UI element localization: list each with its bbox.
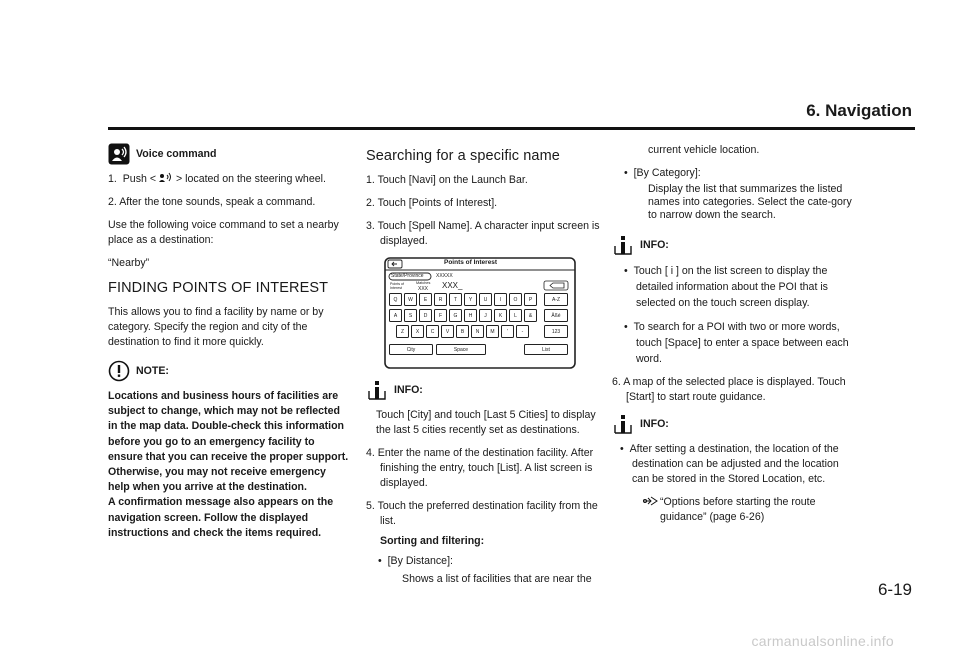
note-body: Locations and business hours of facilities are subject to change, which may not be reflected in the map data. Double-check this information before you go to an emergency facility to ensure that you can receive the proper support. Otherwise, you may not receive emergency help when you arrive at the destination. A confirmation message also appears on the navigation screen. Follow the displayed instructions and check the items required. <box>108 390 349 539</box>
info-title: INFO: <box>394 383 423 396</box>
info-icon <box>612 413 634 435</box>
caution-icon <box>108 360 130 382</box>
key-X[interactable]: X <box>411 325 424 338</box>
key-side-1[interactable]: Äßé <box>544 309 568 322</box>
note-title: NOTE: <box>136 364 169 377</box>
key-Q[interactable]: Q <box>389 293 402 306</box>
key-K[interactable]: K <box>494 309 507 322</box>
voice-step-2: 2. After the tone sounds, speak a command. <box>108 196 316 208</box>
key-U[interactable]: U <box>479 293 492 306</box>
key-I[interactable]: I <box>494 293 507 306</box>
key-H[interactable]: H <box>464 309 477 322</box>
by-distance-item: • [By Distance]: <box>378 555 453 567</box>
reference-pointer-icon <box>642 495 660 507</box>
search-name-heading: Searching for a specific name <box>366 148 560 164</box>
key-O[interactable]: O <box>509 293 522 306</box>
matches-label: Matches <box>416 281 431 285</box>
key-hyphen[interactable]: - <box>516 325 529 338</box>
info1-bullet-1: • Touch [ i ] on the list screen to display the detailed information about the POI that is selected on the touch screen display. <box>624 265 828 309</box>
search-step-3: 3. Touch [Spell Name]. A character input screen is displayed. <box>366 220 600 247</box>
info1-heading <box>612 234 854 256</box>
column-left <box>108 143 350 541</box>
key-G[interactable]: G <box>449 309 462 322</box>
points-label: Points of Interest <box>390 282 404 290</box>
key-M[interactable]: M <box>486 325 499 338</box>
key-E[interactable]: E <box>419 293 432 306</box>
state-value: XXXXX <box>436 273 453 279</box>
info1-title: INFO: <box>640 238 669 251</box>
search-step-1: 1. Touch [Navi] on the Launch Bar. <box>366 174 528 186</box>
key-A[interactable]: A <box>389 309 402 322</box>
info-body: Touch [City] and touch [Last 5 Cities] to display the last 5 cities recently set as destinations. <box>376 409 596 436</box>
key-L[interactable]: L <box>509 309 522 322</box>
reference-link[interactable]: “Options before starting the route guidance” (page 6-26) <box>612 495 854 525</box>
key-&[interactable]: & <box>524 309 537 322</box>
voice-command-title: Voice command <box>136 147 217 160</box>
key-S[interactable]: S <box>404 309 417 322</box>
key-N[interactable]: N <box>471 325 484 338</box>
distance-desc-cont: current vehicle location. <box>648 144 760 156</box>
voice-command-heading <box>108 143 350 165</box>
key-Y[interactable]: Y <box>464 293 477 306</box>
info-icon <box>366 379 388 401</box>
key-apostrophe[interactable]: ' <box>501 325 514 338</box>
watermark: carmanualsonline.info <box>751 633 894 649</box>
by-distance-desc: Shows a list of facilities that are near the <box>402 573 592 585</box>
key-side-2[interactable]: 123 <box>544 325 568 338</box>
section-title: 6. Navigation <box>806 101 912 120</box>
key-R[interactable]: R <box>434 293 447 306</box>
screen-title: Points of Interest <box>444 259 498 266</box>
key-P[interactable]: P <box>524 293 537 306</box>
search-step-2: 2. Touch [Points of Interest]. <box>366 197 498 209</box>
info2-title: INFO: <box>640 417 669 430</box>
finding-poi-intro: This allows you to find a facility by name or by category. Specify the region and city of the destination to find it more quickly. <box>108 306 324 348</box>
state-province-button[interactable]: State/Province <box>391 273 424 279</box>
key-side-0[interactable]: A-Z <box>544 293 568 306</box>
use-text: Use the following voice command to set a nearby place as a destination: <box>108 219 339 246</box>
search-step-5: 5. Touch the preferred destination facility from the list. <box>366 500 598 527</box>
info1-bullet-2: • To search for a POI with two or more words, touch [Space] to enter a space between each word. <box>624 321 849 365</box>
voice-command-icon <box>108 143 130 165</box>
key-V[interactable]: V <box>441 325 454 338</box>
by-category-item: • [By Category]: <box>624 167 701 179</box>
page-number: 6-19 <box>877 580 912 599</box>
key-Z[interactable]: Z <box>396 325 409 338</box>
by-category-desc: Display the list that summarizes the listed names into categories. Select the cate-gory to narrow down the search. <box>648 183 852 221</box>
key-C[interactable]: C <box>426 325 439 338</box>
key-J[interactable]: J <box>479 309 492 322</box>
search-step-4: 4. Enter the name of the destination facility. After finishing the entry, touch [List]. A list screen is displayed. <box>366 447 594 489</box>
list-button[interactable]: List <box>524 344 568 355</box>
key-T[interactable]: T <box>449 293 462 306</box>
column-middle <box>366 143 608 595</box>
key-W[interactable]: W <box>404 293 417 306</box>
note-heading <box>108 360 350 382</box>
name-input[interactable]: XXX_ <box>442 281 463 290</box>
talk-icon <box>158 172 174 183</box>
column-right <box>612 143 854 533</box>
count-value: XXX <box>418 286 429 292</box>
key-F[interactable]: F <box>434 309 447 322</box>
info-heading <box>366 379 608 401</box>
info2-bullet-1: • After setting a destination, the location of the destination can be adjusted and the location can be stored in the Stored Location, etc. <box>620 443 839 485</box>
key-B[interactable]: B <box>456 325 469 338</box>
space-button[interactable]: Space <box>436 344 486 355</box>
info-icon <box>612 234 634 256</box>
finding-poi-heading: FINDING POINTS OF INTEREST <box>108 280 329 296</box>
header-rule <box>108 127 915 130</box>
nearby-command: “Nearby” <box>108 257 150 269</box>
voice-step-1: 1. Push < > located on the steering wheel. <box>108 173 326 185</box>
sorting-title: Sorting and filtering: <box>380 535 485 547</box>
poi-screen-illustration <box>384 257 576 369</box>
key-D[interactable]: D <box>419 309 432 322</box>
step-6: 6. A map of the selected place is displayed. Touch [Start] to start route guidance. <box>612 376 846 403</box>
info2-heading <box>612 413 854 435</box>
city-button[interactable]: City <box>389 344 433 355</box>
